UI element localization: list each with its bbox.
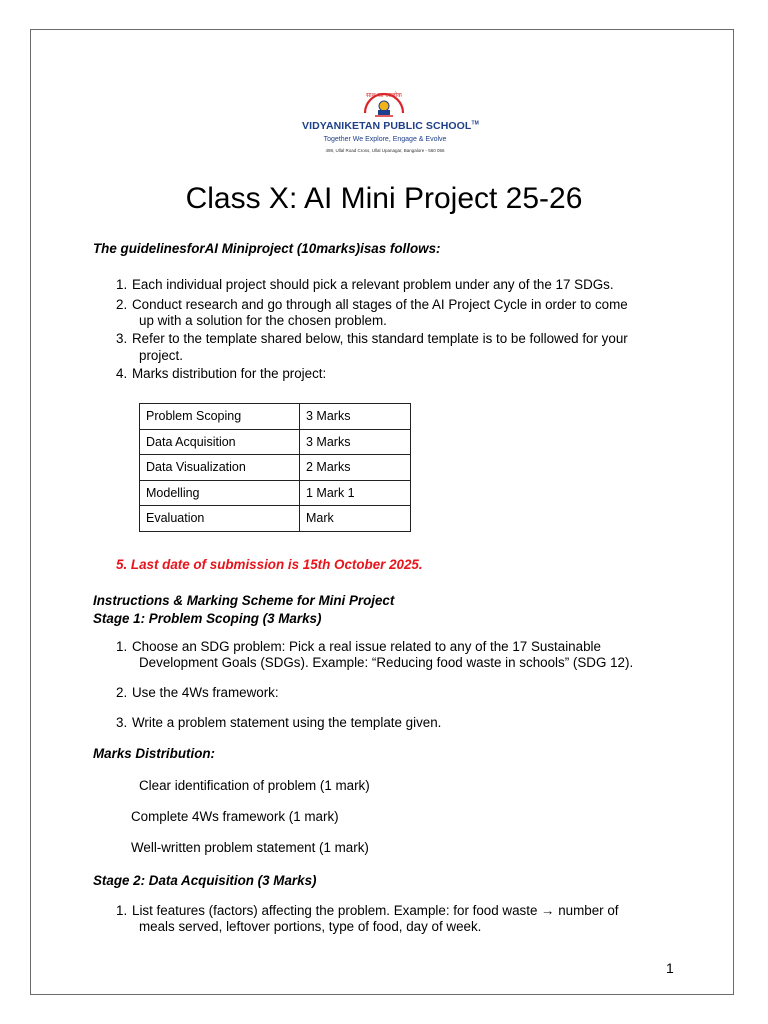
- stage1-item-text-cont: Development Goals (SDGs). Example: “Reducing food waste in schools” (SDG 12).: [139, 655, 634, 670]
- page-number: 1: [666, 960, 674, 976]
- table-cell-marks: Mark: [300, 506, 411, 532]
- marks-distribution-item: Complete 4Ws framework (1 mark): [131, 809, 339, 824]
- table-cell-marks: 3 Marks: [300, 404, 411, 430]
- guideline-num: 2.: [116, 297, 128, 312]
- guideline-text-cont: project.: [139, 348, 183, 363]
- stage2-item-num: 1.: [116, 903, 128, 918]
- guideline-num: 1.: [116, 277, 128, 292]
- guidelines-heading: The guidelinesforAI Miniproject (10marks)isas follows:: [93, 241, 441, 256]
- stage1-item-num: 1.: [116, 639, 128, 654]
- deadline-notice: 5. Last date of submission is 15th October 2025.: [116, 557, 423, 572]
- stage1-item-num: 2.: [116, 685, 128, 700]
- guideline-text-cont: up with a solution for the chosen problem.: [139, 313, 387, 328]
- table-cell-item: Data Acquisition: [140, 429, 300, 455]
- marks-distribution-item: Well-written problem statement (1 mark): [131, 840, 369, 855]
- stage2-item-text: List features (factors) affecting the problem. Example: for food waste → number of: [132, 903, 619, 918]
- table-row: [140, 506, 411, 532]
- page-title: Class X: AI Mini Project 25-26: [185, 182, 583, 215]
- table-cell-item: Data Visualization: [140, 455, 300, 481]
- table-cell-marks: 3 Marks: [300, 429, 411, 455]
- guideline-num: 4.: [116, 366, 128, 381]
- marks-distribution-item: Clear identification of problem (1 mark): [139, 778, 370, 793]
- school-logo: [300, 85, 479, 159]
- stage1-item-text: Choose an SDG problem: Pick a real issue related to any of the 17 Sustainable: [132, 639, 601, 654]
- guideline-text: Each individual project should pick a relevant problem under any of the 17 SDGs.: [132, 277, 614, 292]
- table-cell-item: Modelling: [140, 480, 300, 506]
- table-row: [140, 404, 411, 430]
- stage2-heading: Stage 2: Data Acquisition (3 Marks): [93, 873, 317, 888]
- school-motto: Together We Explore, Engage & Evolve: [323, 136, 447, 143]
- stage1-item-text: Use the 4Ws framework:: [132, 685, 279, 700]
- table-cell-item: Evaluation: [140, 506, 300, 532]
- guideline-num: 3.: [116, 331, 128, 346]
- table-row: [140, 455, 411, 481]
- table-row: [140, 480, 411, 506]
- stage1-item-num: 3.: [116, 715, 128, 730]
- instructions-heading: Instructions & Marking Scheme for Mini Project: [93, 593, 395, 608]
- table-cell-marks: 1 Mark 1: [300, 480, 411, 506]
- stage1-item-text: Write a problem statement using the template given.: [132, 715, 442, 730]
- guideline-text: Refer to the template shared below, this standard template is to be followed for your: [132, 331, 628, 346]
- marks-distribution-heading: Marks Distribution:: [93, 746, 216, 761]
- table-cell-item: Problem Scoping: [140, 404, 300, 430]
- guideline-text: Marks distribution for the project:: [132, 366, 327, 381]
- school-address: 498, Ullal Road Cross, Ullal Upanagar, Bangalore - 560 056: [325, 148, 445, 153]
- guideline-text: Conduct research and go through all stages of the AI Project Cycle in order to come: [132, 297, 628, 312]
- table-row: [140, 429, 411, 455]
- stage1-heading: Stage 1: Problem Scoping (3 Marks): [93, 611, 322, 626]
- school-emblem-icon: [355, 85, 413, 119]
- stage2-item-text-cont: meals served, leftover portions, type of food, day of week.: [139, 919, 482, 934]
- marks-table: [139, 403, 411, 532]
- school-name: VIDYANIKETAN PUBLIC SCHOOL™: [302, 120, 479, 132]
- table-cell-marks: 2 Marks: [300, 455, 411, 481]
- emblem-text: साथ का आलोक: [366, 92, 402, 99]
